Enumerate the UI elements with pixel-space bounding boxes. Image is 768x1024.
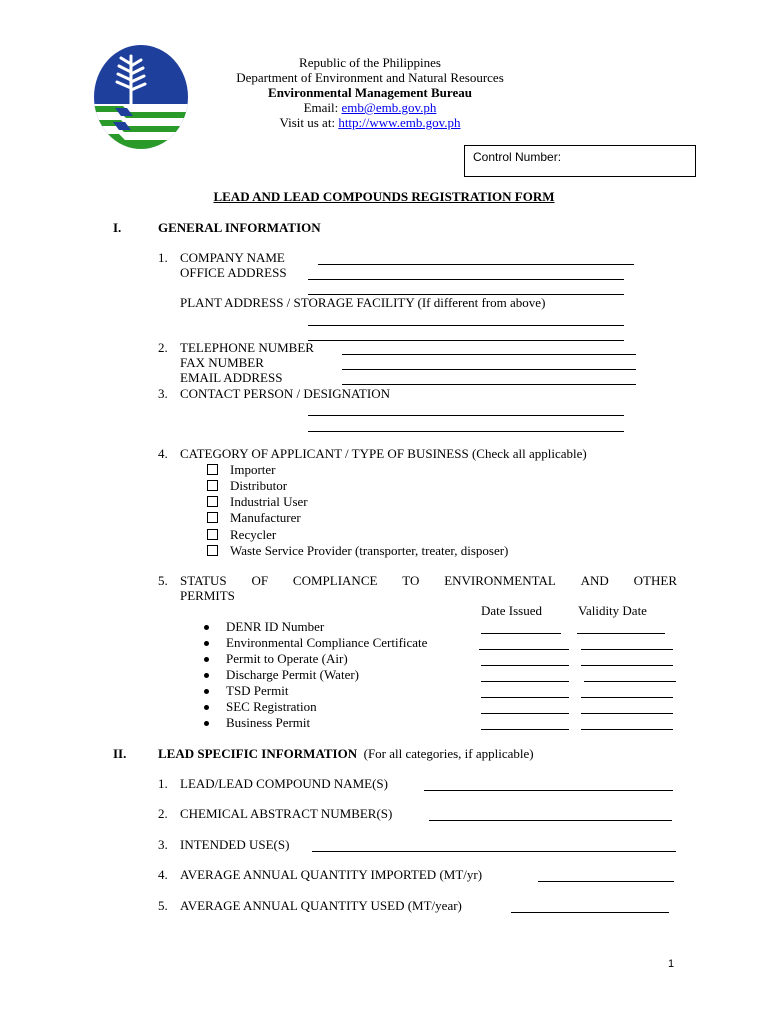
checkbox-icon[interactable] [207,464,218,475]
permit-denr-id: DENR ID Number [226,619,325,634]
control-number-label: Control Number: [473,150,562,164]
lead-compound-name-field[interactable] [424,790,673,791]
item3-number: 3. [158,386,168,401]
pto-date-issued-field[interactable] [481,665,569,666]
bullet-icon [204,657,209,662]
emb-logo [93,44,189,150]
header-republic: Republic of the Philippines [299,55,441,70]
category-distributor[interactable]: Distributor [207,478,287,493]
checkbox-icon[interactable] [207,480,218,491]
business-validity-field[interactable] [581,729,673,730]
bullet-icon [204,641,209,646]
item1-number: 1. [158,250,168,265]
sec-validity-field[interactable] [581,713,673,714]
checkbox-icon[interactable] [207,529,218,540]
email-label: EMAIL ADDRESS [180,370,283,385]
business-date-issued-field[interactable] [481,729,569,730]
tsd-validity-field[interactable] [581,697,673,698]
email-link[interactable]: emb@emb.gov.ph [341,100,437,115]
ecc-validity-field[interactable] [581,649,673,650]
fax-label: FAX NUMBER [180,355,264,370]
plant-address-field[interactable] [308,325,624,326]
office-address-label: OFFICE ADDRESS [180,265,287,280]
contact-field-2[interactable] [308,431,624,432]
header-website: Visit us at: http://www.emb.gov.ph [279,115,461,130]
pto-validity-field[interactable] [581,665,673,666]
ecc-date-issued-field[interactable] [479,649,569,650]
section2-heading [158,746,534,761]
bullet-icon [204,705,209,710]
header-department: Department of Environment and Natural Resources [236,70,504,85]
sec-date-issued-field[interactable] [481,713,569,714]
fax-field[interactable] [342,369,636,370]
section1-title: GENERAL INFORMATION [158,220,321,235]
intended-use-field[interactable] [312,851,676,852]
item5-number: 5. [158,573,168,588]
tsd-date-issued-field[interactable] [481,697,569,698]
control-number-field[interactable] [464,145,696,177]
validity-date-header: Validity Date [578,603,647,618]
permit-tsd: TSD Permit [226,683,289,698]
header-email: Email: emb@emb.gov.ph [303,100,437,115]
permit-sec: SEC Registration [226,699,317,714]
bullet-icon [204,673,209,678]
status-title-line2: PERMITS [180,588,235,603]
chemical-abstract-field[interactable] [429,820,672,821]
status-title: STATUS OF COMPLIANCE TO ENVIRONMENTAL AND OTHER [180,573,677,588]
category-recycler[interactable]: Recycler [207,527,276,542]
lead-compound-name-label: LEAD/LEAD COMPOUND NAME(S) [180,776,388,791]
lead-item4-number: 4. [158,867,168,882]
permit-discharge: Discharge Permit (Water) [226,667,359,682]
category-title: CATEGORY OF APPLICANT / TYPE OF BUSINESS (Check all applicable) [180,446,587,461]
website-link[interactable]: http://www.emb.gov.ph [338,115,461,130]
plant-address-field-2[interactable] [308,340,624,341]
permit-ecc: Environmental Compliance Certificate [226,635,428,650]
lead-item5-number: 5. [158,898,168,913]
chemical-abstract-label: CHEMICAL ABSTRACT NUMBER(S) [180,806,393,821]
permit-business: Business Permit [226,715,311,730]
lead-item2-number: 2. [158,806,168,821]
company-name-label: COMPANY NAME [180,250,285,265]
quantity-used-field[interactable] [511,912,669,913]
denr-date-issued-field[interactable] [481,633,561,634]
category-manufacturer[interactable]: Manufacturer [207,510,301,525]
office-address-field[interactable] [308,279,624,280]
email-field[interactable] [342,384,636,385]
company-name-field[interactable] [318,264,634,265]
quantity-imported-field[interactable] [538,881,674,882]
item4-number: 4. [158,446,168,461]
category-importer[interactable]: Importer [207,462,275,477]
permit-to-operate: Permit to Operate (Air) [226,651,348,666]
quantity-imported-label: AVERAGE ANNUAL QUANTITY IMPORTED (MT/yr) [180,867,483,882]
quantity-used-label: AVERAGE ANNUAL QUANTITY USED (MT/year) [180,898,462,913]
lead-item1-number: 1. [158,776,168,791]
date-issued-header: Date Issued [481,603,543,618]
category-industrial-user[interactable]: Industrial User [207,494,308,509]
discharge-date-issued-field[interactable] [481,681,569,682]
section2-number: II. [113,746,127,761]
header-bureau: Environmental Management Bureau [268,85,472,100]
plant-address-label: PLANT ADDRESS / STORAGE FACILITY (If different from above) [180,295,546,310]
discharge-validity-field[interactable] [584,681,676,682]
intended-use-label: INTENDED USE(S) [180,837,290,852]
bullet-icon [204,721,209,726]
contact-label: CONTACT PERSON / DESIGNATION [180,386,390,401]
telephone-field[interactable] [342,354,636,355]
lead-item3-number: 3. [158,837,168,852]
section1-number: I. [113,220,122,235]
page-number: 1 [668,958,675,970]
bullet-icon [204,689,209,694]
item2-number: 2. [158,340,168,355]
checkbox-icon[interactable] [207,496,218,507]
checkbox-icon[interactable] [207,512,218,523]
section2-title: LEAD SPECIFIC INFORMATION [158,746,358,761]
bullet-icon [204,625,209,630]
checkbox-icon[interactable] [207,545,218,556]
category-waste-service[interactable]: Waste Service Provider (transporter, treater, disposer) [207,543,508,558]
denr-validity-field[interactable] [577,633,665,634]
contact-field[interactable] [308,415,624,416]
section2-note: (For all categories, if applicable) [363,746,534,761]
form-title: LEAD AND LEAD COMPOUNDS REGISTRATION FORM [213,189,555,204]
telephone-label: TELEPHONE NUMBER [180,340,314,355]
